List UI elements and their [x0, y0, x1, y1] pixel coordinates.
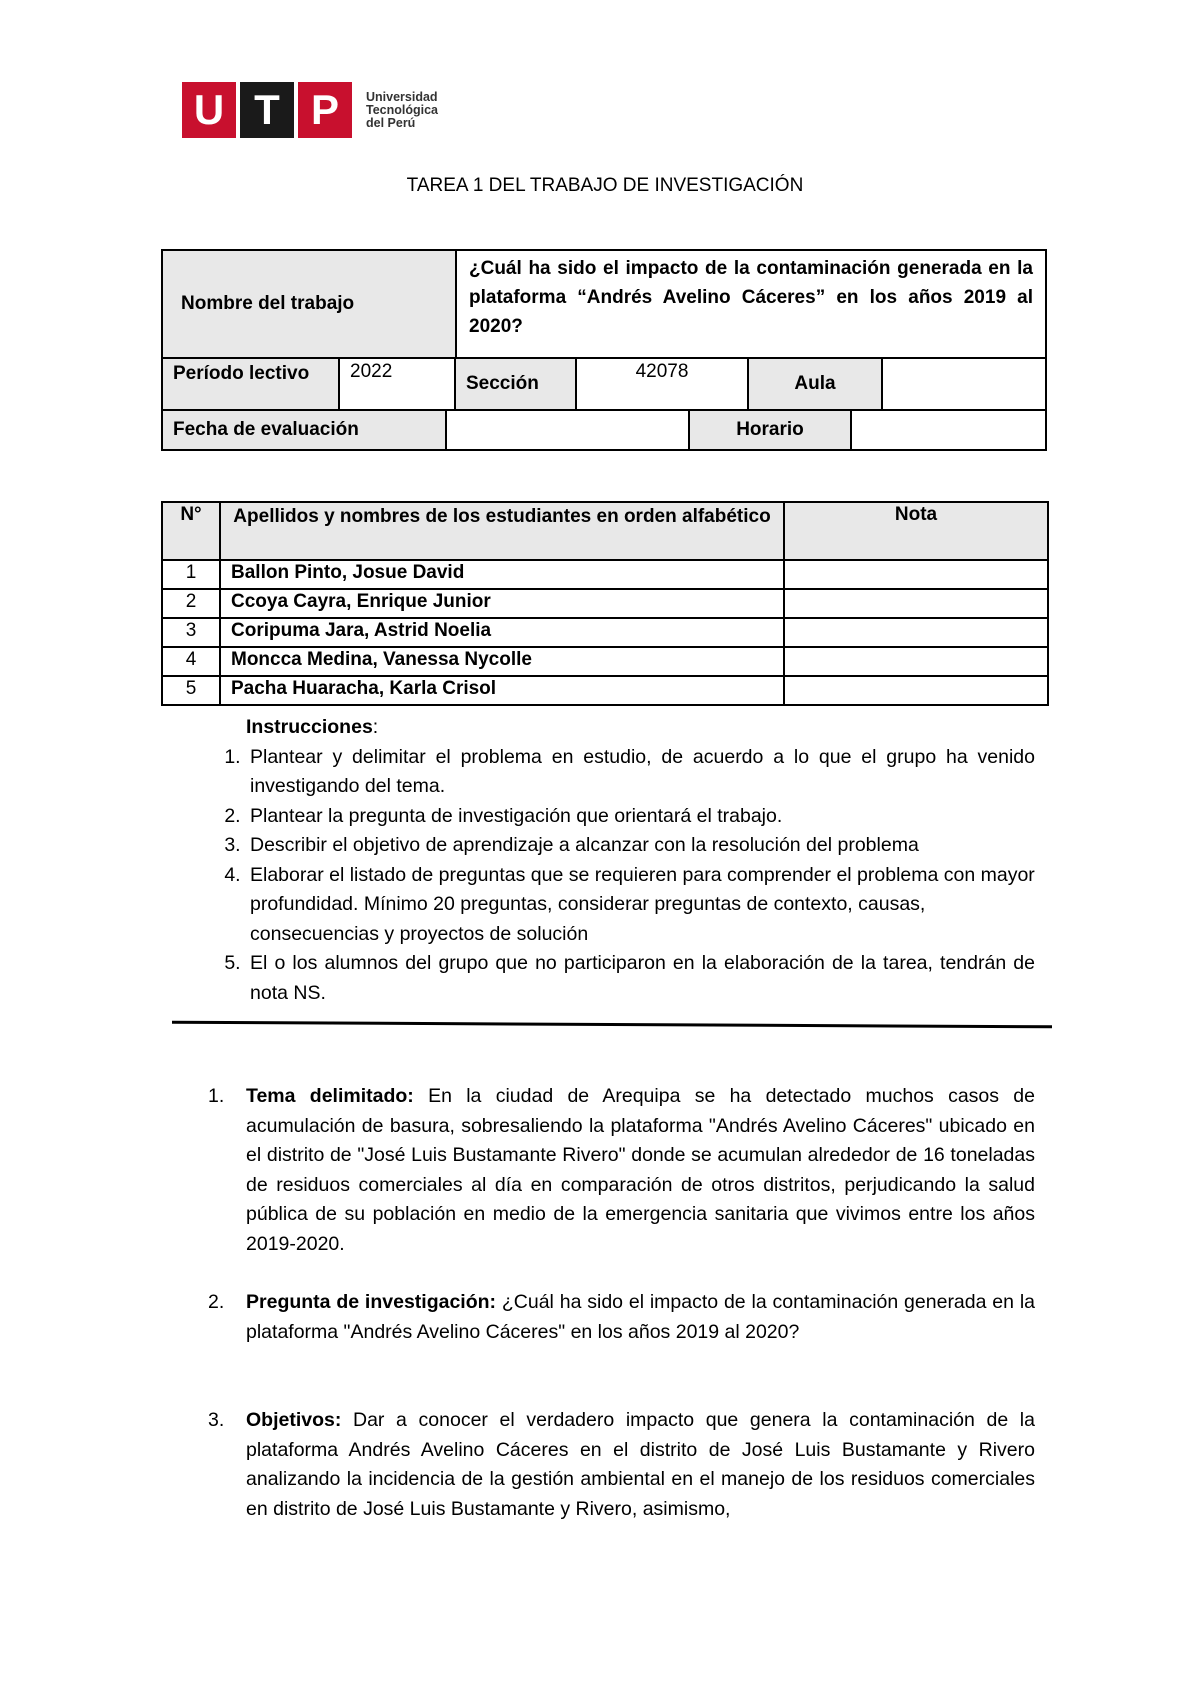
seccion-value: 42078	[576, 358, 748, 410]
instruction-item: 4. Elaborar el listado de preguntas que se requieren para comprender el problema con mayor profundidad. Mínimo 20 preguntas, considerar preguntas de contexto, causas, consecuencias y proyectos de solución	[246, 861, 1035, 950]
instruction-item: 5. El o los alumnos del grupo que no participaron en la elaboración de la tarea, tendrán de nota NS.	[246, 949, 1035, 1008]
row-nota	[784, 647, 1048, 676]
row-name: Pacha Huaracha, Karla Crisol	[220, 676, 784, 705]
section-number: 3.	[208, 1409, 225, 1431]
fecha-value	[446, 410, 689, 450]
row-name: Moncca Medina, Vanessa Nycolle	[220, 647, 784, 676]
horario-label: Horario	[689, 410, 851, 450]
periodo-label: Período lectivo	[162, 358, 339, 410]
content-sections	[200, 1082, 1035, 1524]
header-table-title	[161, 249, 1047, 359]
instruction-item: 1. Plantear y delimitar el problema en estudio, de acuerdo a lo que el grupo ha venido investigando del tema.	[246, 743, 1035, 802]
instruction-item: 2. Plantear la pregunta de investigación que orientará el trabajo.	[246, 802, 1035, 832]
table-row	[162, 589, 1048, 618]
logo-line-2: Tecnológica	[366, 102, 439, 117]
row-nota	[784, 560, 1048, 589]
aula-label: Aula	[748, 358, 882, 410]
section-label: Objetivos:	[246, 1409, 342, 1431]
row-num: 1	[162, 560, 220, 589]
section-pregunta	[200, 1288, 1035, 1347]
seccion-label: Sección	[455, 358, 576, 410]
utp-logo	[182, 82, 438, 138]
table-row	[162, 676, 1048, 705]
row-num: 3	[162, 618, 220, 647]
row-num: 5	[162, 676, 220, 705]
row-name: Ccoya Cayra, Enrique Junior	[220, 589, 784, 618]
col-num-header: N°	[162, 502, 220, 560]
instructions: Instrucciones: 1. Plantear y delimitar el problema en estudio, de acuerdo a lo que el grupo ha venido investigando del tema. 2. Plantear la pregunta de investigación que orientará el trabajo. 3. Describir el objetivo de aprendizaje a alcanzar con la resolución del problema 4. Elaborar el listado de preguntas que se requieren para comprender el problema con mayor profundidad. Mínimo 20 preguntas, considerar preguntas de contexto, causas, consecuencias y proyectos de solución 5. El o los alumnos del grupo que no participaron en la elaboración de la tarea, tendrán de nota NS.	[200, 713, 1035, 1008]
nombre-label: Nombre del trabajo	[162, 250, 456, 358]
logo-line-1: Universidad	[366, 89, 438, 104]
row-name: Ballon Pinto, Josue David	[220, 560, 784, 589]
section-objetivos	[200, 1406, 1035, 1524]
section-tema	[200, 1082, 1035, 1259]
section-text: Dar a conocer el verdadero impacto que genera la contaminación de la plataforma Andrés Avelino Cáceres en el distrito de José Luis Bustamante y Rivero analizando la incidencia de la gestión ambiental en el manejo de los residuos comerciales en distrito de José Luis Bustamante y Rivero, asimismo,	[246, 1409, 1035, 1520]
table-row	[162, 647, 1048, 676]
logo-letter-p: P	[298, 82, 352, 138]
periodo-value: 2022	[339, 358, 455, 410]
section-number: 2.	[208, 1291, 225, 1313]
horario-value	[851, 410, 1046, 450]
table-row	[162, 560, 1048, 589]
row-num: 4	[162, 647, 220, 676]
instruction-item: 3. Describir el objetivo de aprendizaje a alcanzar con la resolución del problema	[246, 831, 1035, 861]
row-num: 2	[162, 589, 220, 618]
row-nota	[784, 589, 1048, 618]
instructions-heading: Instrucciones	[246, 716, 373, 738]
header-table-date	[161, 409, 1047, 451]
logo-letter-u: U	[182, 82, 236, 138]
section-number: 1.	[208, 1085, 225, 1107]
table-row	[162, 618, 1048, 647]
row-name: Coripuma Jara, Astrid Noelia	[220, 618, 784, 647]
section-label: Pregunta de investigación:	[246, 1291, 497, 1313]
row-nota	[784, 676, 1048, 705]
students-table	[161, 501, 1049, 706]
fecha-label: Fecha de evaluación	[162, 410, 446, 450]
aula-value	[882, 358, 1046, 410]
section-text: En la ciudad de Arequipa se ha detectado muchos casos de acumulación de basura, sobresaliendo la plataforma "Andrés Avelino Cáceres" ubicado en el distrito de "José Luis Bustamante Rivero" donde se acumulan alrededor de 16 toneladas de residuos comerciales al día en comparación de otros distritos, perjudicando la salud pública de su población en medio de la emergencia sanitaria que vivimos entre los años 2019-2020.	[246, 1085, 1035, 1255]
divider	[172, 1021, 1052, 1029]
logo-line-3: del Perú	[366, 115, 416, 130]
logo-text	[366, 91, 438, 130]
nombre-value: ¿Cuál ha sido el impacto de la contaminación generada en la plataforma “Andrés Avelino Cáceres” en los años 2019 al 2020?	[456, 250, 1046, 358]
header-table-period	[161, 357, 1047, 411]
logo-letter-t: T	[240, 82, 294, 138]
page-title: TAREA 1 DEL TRABAJO DE INVESTIGACIÓN	[406, 175, 804, 196]
col-name-header: Apellidos y nombres de los estudiantes en orden alfabético	[220, 502, 784, 560]
section-label: Tema delimitado:	[246, 1085, 414, 1107]
col-nota-header: Nota	[784, 502, 1048, 560]
section-text: ¿Cuál ha sido el impacto de la contaminación generada en la plataforma "Andrés Avelino Cáceres" en los años 2019 al 2020?	[246, 1291, 1035, 1343]
row-nota	[784, 618, 1048, 647]
